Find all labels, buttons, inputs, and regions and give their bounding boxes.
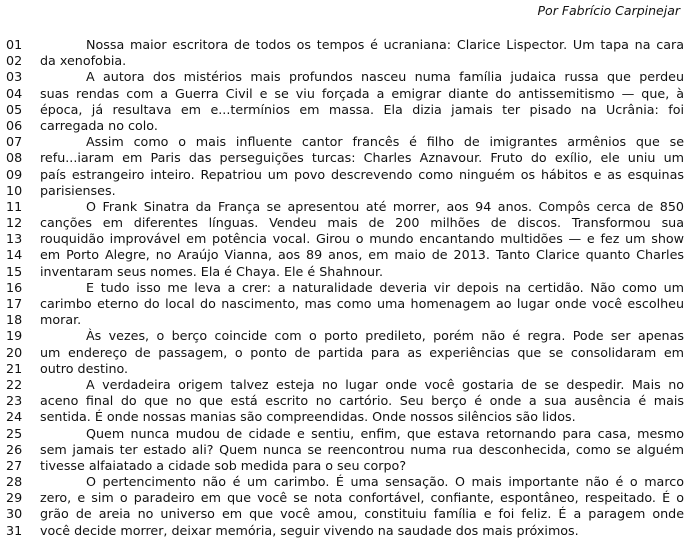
line-number: 19: [6, 328, 23, 344]
text-line: [0, 426, 688, 442]
line-text: E tudo isso me leva a crer: a naturalidade deveria vir depois na certidão. Não como um: [86, 279, 684, 295]
line-number: 16: [6, 279, 23, 295]
line-number: 10: [6, 182, 23, 198]
text-line: [0, 312, 688, 328]
line-number: 06: [6, 117, 23, 133]
line-number: 07: [6, 134, 23, 150]
author-byline: Por Fabrício Carpinejar: [537, 3, 680, 18]
line-text: O pertencimento não é um carimbo. É uma sensação. O mais importante não é o marco: [86, 474, 684, 490]
line-text: A autora dos mistérios mais profundos nasceu numa família judaica russa que perdeu: [86, 69, 684, 85]
text-line: [0, 474, 688, 490]
text-line: [0, 247, 688, 263]
text-line: [0, 458, 688, 474]
line-number: 15: [6, 263, 23, 279]
text-line: [0, 199, 688, 215]
line-text: aceno final do que no que está escrito no cartório. Seu berço é onde a sua ausência é mais: [40, 393, 684, 409]
line-text: canções em diferentes línguas. Vendeu mais de 200 milhões de discos. Transformou sua: [40, 215, 684, 231]
line-text: morar.: [40, 312, 82, 328]
line-text: da xenofobia.: [40, 53, 127, 69]
text-line: [0, 523, 688, 539]
line-text: O Frank Sinatra da França se apresentou até morrer, aos 94 anos. Compôs cerca de 850: [86, 198, 684, 214]
line-text: A verdadeira origem talvez esteja no lugar onde você gostaria de se despedir. Mais no: [86, 376, 684, 392]
line-number: 13: [6, 231, 23, 247]
line-text: carregada no colo.: [40, 117, 158, 133]
line-text: um endereço de passagem, o ponto de partida para as experiências que se consolidaram em: [40, 344, 684, 360]
line-number: 09: [6, 166, 23, 182]
article-body: [0, 37, 688, 539]
text-line: [0, 86, 688, 102]
text-line: [0, 53, 688, 69]
text-line: [0, 69, 688, 85]
line-number: 25: [6, 425, 23, 441]
line-number: 12: [6, 215, 23, 231]
line-number: 31: [6, 522, 23, 538]
line-text: carimbo eterno do local do nascimento, mas como uma homenagem ao lugar onde você escolheu: [40, 296, 684, 311]
line-number: 14: [6, 247, 23, 263]
text-line: [0, 102, 688, 118]
text-line: [0, 506, 688, 522]
line-text: tivesse alfaiatado a cidade sob medida para o seu corpo?: [40, 457, 407, 473]
line-text: época, já resultava em e...termínios em massa. Ela dizia jamais ter pisado na Ucrânia: foi: [40, 101, 684, 117]
text-line: [0, 231, 688, 247]
line-text: outro destino.: [40, 360, 129, 376]
line-number: 17: [6, 296, 23, 311]
line-text: você decide morrer, deixar memória, seguir vivendo na saudade dos mais próximos.: [40, 522, 579, 538]
line-text: inventaram seus nomes. Ela é Chaya. Ele é Shahnour.: [40, 263, 384, 279]
text-line: [0, 345, 688, 361]
line-number: 23: [6, 393, 23, 409]
text-line: [0, 442, 688, 458]
text-line: [0, 328, 688, 344]
text-line: [0, 134, 688, 150]
text-line: [0, 377, 688, 393]
text-line: [0, 264, 688, 280]
text-line: [0, 167, 688, 183]
line-number: 28: [6, 474, 23, 490]
text-line: [0, 37, 688, 53]
line-text: Assim como o mais influente cantor francês é filho de imigrantes armênios que se: [86, 134, 684, 150]
line-number: 21: [6, 360, 23, 376]
line-text: suas rendas com a Guerra Civil e se viu forçada a emigrar diante do antissemitismo — que, à: [40, 85, 684, 101]
line-number: 27: [6, 457, 23, 473]
text-line: [0, 280, 688, 296]
line-number: 01: [6, 37, 23, 52]
text-line: [0, 150, 688, 166]
line-number: 30: [6, 506, 23, 522]
line-number: 29: [6, 490, 23, 506]
line-number: 24: [6, 409, 23, 425]
line-number: 04: [6, 85, 23, 101]
line-text: sentida. É onde nossas manias são compreendidas. Onde nossos silêncios são lidos.: [40, 409, 576, 425]
text-line: [0, 296, 688, 312]
line-number: 08: [6, 150, 23, 166]
line-text: Às vezes, o berço coincide com o porto predileto, porém não é regra. Pode ser apenas: [86, 328, 684, 344]
text-line: [0, 361, 688, 377]
line-number: 11: [6, 198, 23, 214]
text-line: [0, 490, 688, 506]
text-line: [0, 183, 688, 199]
line-number: 22: [6, 376, 23, 392]
line-text: parisienses.: [40, 182, 116, 198]
text-line: [0, 409, 688, 425]
line-text: em Porto Alegre, no Araújo Vianna, aos 89 anos, em maio de 2013. Tanto Clarice quanto Charles: [40, 247, 684, 263]
text-line: [0, 118, 688, 134]
line-text: rouquidão improvável em potência vocal. Girou o mundo encantando multidões — e fez um show: [40, 231, 684, 247]
line-text: país estrangeiro inteiro. Repatriou um povo descrevendo como ninguém os hábitos e as esquinas: [40, 166, 684, 182]
text-line: [0, 393, 688, 409]
line-text: zero, e sim o paradeiro em que você se nota confortável, confiante, espontâneo, respeitado. É o: [40, 490, 684, 506]
line-number: 26: [6, 441, 23, 457]
line-text: grão de areia no universo em que você amou, constituiu família e foi feliz. É a paragem onde: [40, 506, 684, 522]
line-number: 20: [6, 344, 23, 360]
text-line: [0, 215, 688, 231]
line-text: Quem nunca mudou de cidade e sentiu, enfim, que estava retornando para casa, mesmo: [86, 425, 684, 441]
line-number: 18: [6, 312, 23, 328]
line-text: refu...iaram em Paris das perseguições turcas: Charles Aznavour. Fruto do exílio, ele uniu um: [40, 150, 684, 166]
line-number: 05: [6, 101, 23, 117]
line-text: sem jamais ter estado ali? Quem nunca se reencontrou numa rua desconhecida, como se alguém: [40, 441, 684, 457]
line-number: 02: [6, 53, 23, 69]
line-number: 03: [6, 69, 23, 85]
line-text: Nossa maior escritora de todos os tempos é ucraniana: Clarice Lispector. Um tapa na cara: [86, 37, 684, 52]
